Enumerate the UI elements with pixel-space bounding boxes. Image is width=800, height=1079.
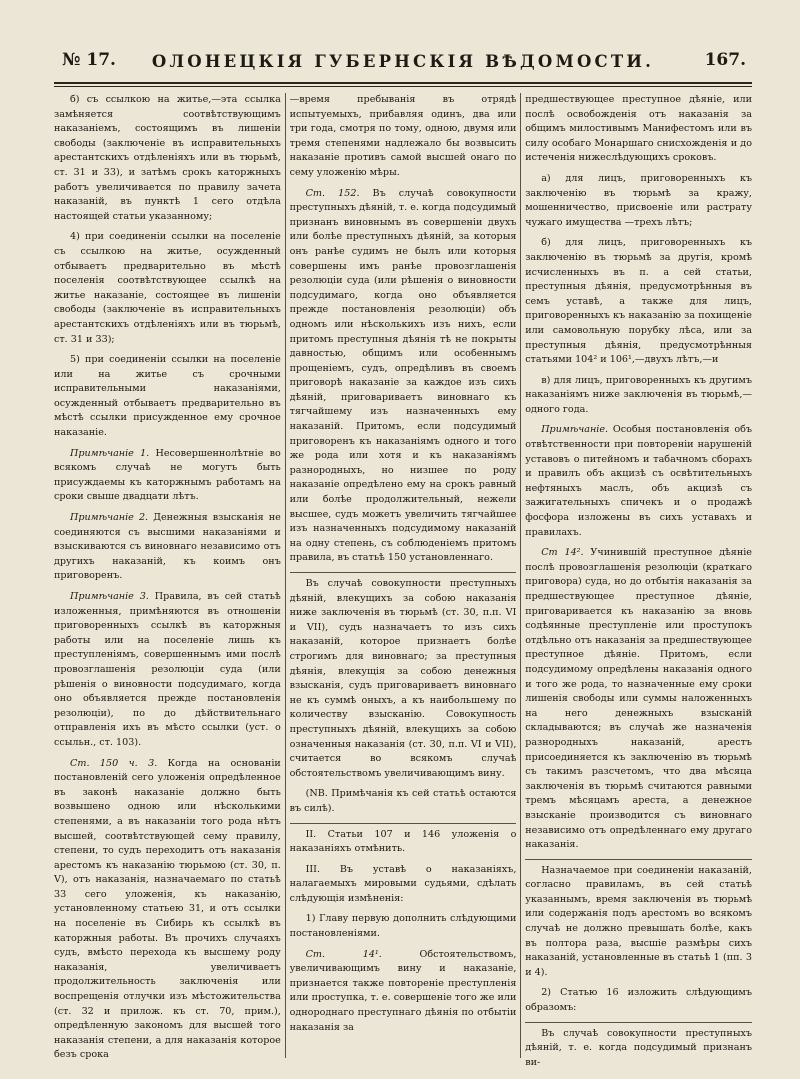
paragraph-lead: Ст. 150 ч. 3. xyxy=(70,757,158,769)
column-middle xyxy=(290,93,517,1058)
paragraph xyxy=(54,353,281,441)
paragraph xyxy=(525,986,752,1015)
paragraph-text: 4) при соединеніи ссылки на поселеніе съ ссылкою на житье, осужденный отбываетъ предварительно въ мѣстѣ поселенія соотвѣтствующее ссылкѣ на житье наказаніе, состоящее въ лишеніи свободы (заключеніе въ исправительныхъ арестантскихъ отдѣленіяхъ или въ тюрьмѣ, ст. 31 и 33); xyxy=(54,231,281,345)
paragraph-text: б) съ ссылкою на житье,—эта ссылка замѣняется соотвѣтствующимъ наказаніемъ, состоящимъ въ лишеніи свободы (заключеніе въ исправительныхъ арестантскихъ отдѣленіяхъ или въ тюрьмѣ, ст. 31 и 33), и затѣмъ срокъ каторжныхъ работъ увеличивается по правилу зачета наказаній, въ пунктѣ 1 сего отдѣла настоящей статьи указанному; xyxy=(54,94,281,222)
paragraph-text: предшествующее преступное дѣяніе, или послѣ освобожденія отъ наказанія за общимъ милостивымъ Манифестомъ или въ силу особаго Монаршаго снисхожденія и до истеченія нижеслѣдующихъ сроковъ. xyxy=(525,94,752,164)
paragraph-text: 5) при соединеніи ссылки на поселеніе или на житье съ срочными исправительными наказаніями, осужденный отбываетъ предварительно въ мѣстѣ ссылки присужденное ему срочное наказаніе. xyxy=(54,354,281,439)
paragraph xyxy=(54,511,281,584)
newspaper-title: ОЛОНЕЦКІЯ ГУБЕРНСКІЯ ВѢДОМОСТИ. xyxy=(151,52,655,71)
paragraph-text: Въ случаѣ совокупности преступныхъ дѣяній, т. е. когда подсудимый признанъ виновнымъ въ совершеніи двухъ или болѣе преступныхъ дѣяній, за которыя онъ ранѣе судимъ не былъ или которыя совершены имъ ранѣе провозглашенія резолюціи суда (или рѣшенія о виновности подсудимаго, когда оно объявляется прежде постановленія резолюціи) объ одномъ или нѣсколькихъ изъ нихъ, если притомъ преступныя дѣянія тѣ не покрыты давностью, общимъ или особеннымъ прощеніемъ, судъ, опредѣливъ въ своемъ приговорѣ наказаніе за каждое изъ сихъ дѣяній, приговариваетъ виновнаго къ тягчайшему изъ назначенныхъ ему наказаній. Притомъ, если подсудимый приговоренъ къ наказаніямъ одного и того же рода или хотя и къ наказаніямъ разнородныхъ, но низшее по роду наказаніе опредѣлено ему на срокъ равный или болѣе продолжительный, нежели высшее, судъ можетъ увеличить тягчайшее изъ назначенныхъ подсудимому наказаній на одну степень, съ соблюденіемъ притомъ правила, въ статьѣ 150 установленнаго. xyxy=(289,187,517,564)
paragraph-text: 1) Главу первую дополнить слѣдующими постановленіями. xyxy=(289,913,517,940)
paragraph-lead: Примѣчаніе 1. xyxy=(70,447,150,459)
paragraph-lead: Примѣчаніе 3. xyxy=(70,591,149,602)
paragraph-lead: Ст 14². xyxy=(541,547,584,559)
paragraph-text: Несовершеннолѣтніе во всякомъ случаѣ не могутъ быть присуждаемы къ каторжнымъ работамъ на сроки свыше двадцати лѣтъ. xyxy=(54,447,281,503)
paragraph-text: —время пребыванія въ отрядѣ испытуемыхъ, прибавляя одинъ, два или три года, смотря по тому, одною, двумя или тремя степенями надлежало бы возвысить наказаніе противъ самой высшей онаго по сему уложенію мѣры. xyxy=(289,94,517,178)
text-columns xyxy=(54,93,752,1068)
paragraph xyxy=(525,172,752,230)
paragraph xyxy=(290,912,517,941)
issue-number: № 17. xyxy=(62,50,116,70)
paragraph-text: Правила, въ сей статьѣ изложенныя, примѣняются въ отношеніи приговоренныхъ ссылкѣ въ каторжныя работы или на поселеніе лишь къ преступленіямъ, совершеннымъ ими послѣ провозглашенія резолюціи суда (или рѣшенія о виновности подсудимаго, когда оно объявляется прежде постановленія резолюціи), по до дѣйствительнаго отправленія ихъ въ мѣсто ссылки (уст. о ссыльн., ст. 103). xyxy=(54,591,281,748)
paragraph-lead: Примѣчаніе 2. xyxy=(70,512,149,524)
paragraph xyxy=(54,93,281,224)
paragraph-lead: Ст. 14¹. xyxy=(305,948,382,960)
paragraph xyxy=(290,948,517,1036)
paragraph-text: Назначаемое при соединеніи наказаній, согласно правиламъ, въ сей статьѣ указаннымъ, время заключенія въ тюрьмѣ или содержанія подъ арестомъ во всякомъ случаѣ не должно превышать болѣе, какъ въ полтора раза, высшіе размѣры сихъ наказаній, установленные въ статьѣ 1 (пп. 3 и 4). xyxy=(525,864,752,978)
paragraph xyxy=(525,236,752,367)
column-divider xyxy=(516,93,525,1058)
paragraph-lead: Ст. 152. xyxy=(305,187,360,199)
paragraph-text: Денежныя взысканія не соединяются съ высшими наказаніями и взыскиваются съ виновнаго независимо отъ другихъ наказаній, къ коимъ онъ приговоренъ. xyxy=(54,512,281,582)
header-rule xyxy=(54,82,752,87)
paragraph xyxy=(525,93,752,166)
paragraph-text: (NB. Примѣчанія къ сей статьѣ остаются въ силѣ). xyxy=(289,788,517,814)
paragraph-text: Когда на основаніи постановленій сего уложенія опредѣленное въ законѣ наказаніе должно быть возвышено одною или нѣсколькими степенями, а въ наказаніи того рода нѣтъ высшей, соотвѣтствующей сему правилу, степени, то судъ переходитъ отъ наказанія арестомъ къ наказанію тюрьмою (ст. 30, п. V), отъ наказанія, назначаемаго по статьѣ 33 сего уложенія, къ наказанію, установленному статьею 31, и отъ ссылки на поселеніе въ Сибирь къ ссылкѣ въ каторжныя работы. Въ прочихъ случаяхъ судъ, вмѣсто перехода къ высшему роду наказанія, увеличиваетъ продолжительность заключенія или воспрещенія отлучки изъ мѣстожительства (ст. 32 и прилож. къ ст. 70, прим.), опредѣленную закономъ для высшей того наказанія степени, а для наказанія которое безъ срока xyxy=(54,757,281,1061)
paragraph xyxy=(290,187,517,566)
paragraph xyxy=(54,590,281,751)
paragraph xyxy=(290,572,517,781)
paragraph xyxy=(525,859,752,981)
page-number: 167. xyxy=(704,50,746,70)
paragraph-text: III. Въ уставѣ о наказаніяхъ, налагаемыхъ мировыми судьями, сдѣлать слѣдующія измѣненія: xyxy=(289,863,517,904)
paragraph xyxy=(525,1022,752,1071)
paragraph xyxy=(290,823,517,857)
paragraph xyxy=(54,447,281,505)
paragraph xyxy=(290,93,517,181)
page-header xyxy=(54,50,752,80)
paragraph xyxy=(290,787,517,816)
paragraph-text: Обстоятельствомъ, увеличивающимъ вину и наказаніе, признается также повтореніе преступленія или проступка, т. е. совершеніе того же или однороднаго преступнаго дѣянія по отбытіи наказанія за xyxy=(289,948,517,1033)
paragraph-text: Учинившій преступное дѣяніе послѣ провозглашенія резолюціи (краткаго приговора) суда, но до отбытія наказанія за предшествующее преступное дѣяніе, приговаривается къ наказанію за вновь содѣянные преступленіе или проступокъ отдѣльно отъ наказанія за предшествующее преступное дѣяніе. Притомъ, если подсудимому опредѣлены наказанія одного и того же рода, то назначенные ему сроки лишенія свободы или суммы наложенныхъ на него денежныхъ взысканій складываются; въ случаѣ же назначенія разнородныхъ наказаній, арестъ присоединяется къ заключенію въ тюрьмѣ съ такимъ разсчетомъ, что два мѣсяца заключенія въ тюрьмѣ считаются равными тремъ мѣсяцамъ ареста, а денежное взысканіе производится съ виновнаго независимо отъ опредѣленнаго ему другаго наказанія. xyxy=(525,547,752,851)
paragraph xyxy=(525,546,752,852)
paragraph xyxy=(54,757,281,1063)
paragraph xyxy=(290,863,517,907)
paragraph-lead: Примѣчаніе. xyxy=(541,424,609,436)
paragraph-text: а) для лицъ, приговоренныхъ къ заключенію въ тюрьмѣ за кражу, мошенничество, присвоеніе или растрату чужаго имущества —трехъ лѣтъ; xyxy=(525,172,752,228)
paragraph-text: II. Статьи 107 и 146 уложенія о наказаніяхъ отмѣнить. xyxy=(289,828,517,855)
column-right xyxy=(525,93,752,1068)
paragraph-text: б) для лицъ, приговоренныхъ къ заключенію въ тюрьмѣ за другія, кромѣ исчисленныхъ въ п. а сей статьи, преступныя дѣянія, предусмотрѣнныя въ семъ уставѣ, а также для лицъ, приговоренныхъ къ наказанію за похищеніе или самовольную порубку лѣса, или за преступныя дѣянія, предусмотрѣнныя статьями 104² и 106¹,—двухъ лѣтъ,—и xyxy=(525,237,752,366)
paragraph-text: Въ случаѣ совокупности преступныхъ дѣяній, т. е. когда подсудимый признанъ ви- xyxy=(525,1027,752,1068)
paragraph-text: 2) Статью 16 изложить слѣдующимъ образомъ: xyxy=(525,987,752,1014)
paragraph-text: в) для лицъ, приговоренныхъ къ другимъ наказаніямъ ниже заключенія въ тюрьмѣ,—одного года. xyxy=(525,374,752,415)
column-divider xyxy=(281,93,290,1058)
paragraph-text: Въ случаѣ совокупности преступныхъ дѣяній, влекущихъ за собою наказанія ниже заключенія въ тюрьмѣ (ст. 30, п.п. VI и VII), судъ назначаетъ то изъ сихъ наказаній, которое признаетъ болѣе строгимъ для виновнаго; за преступныя дѣянія, влекущія за собою денежныя взысканія, судъ приговариваетъ виновнаго не къ суммѣ оныхъ, а къ наибольшему по количеству взысканію. Совокупность преступныхъ дѣяній, влекущихъ за собою означенныя наказанія (ст. 30, п.п. VI и VII), считается во всякомъ случаѣ обстоятельствомъ увеличивающимъ вину. xyxy=(289,578,517,779)
paragraph xyxy=(525,374,752,418)
column-left xyxy=(54,93,281,1061)
paragraph-text: Особыя постановленія объ отвѣтственности при повтореніи нарушеній уставовъ о питейномъ и табачномъ сборахъ и правилъ объ акцизѣ съ освѣтительныхъ нефтяныхъ маслъ, объ акцизѣ съ зажигательныхъ спичекъ и о продажѣ фосфора изложены въ сихъ уставахъ и правилахъ. xyxy=(525,424,752,538)
paragraph xyxy=(54,230,281,347)
paragraph xyxy=(525,423,752,540)
